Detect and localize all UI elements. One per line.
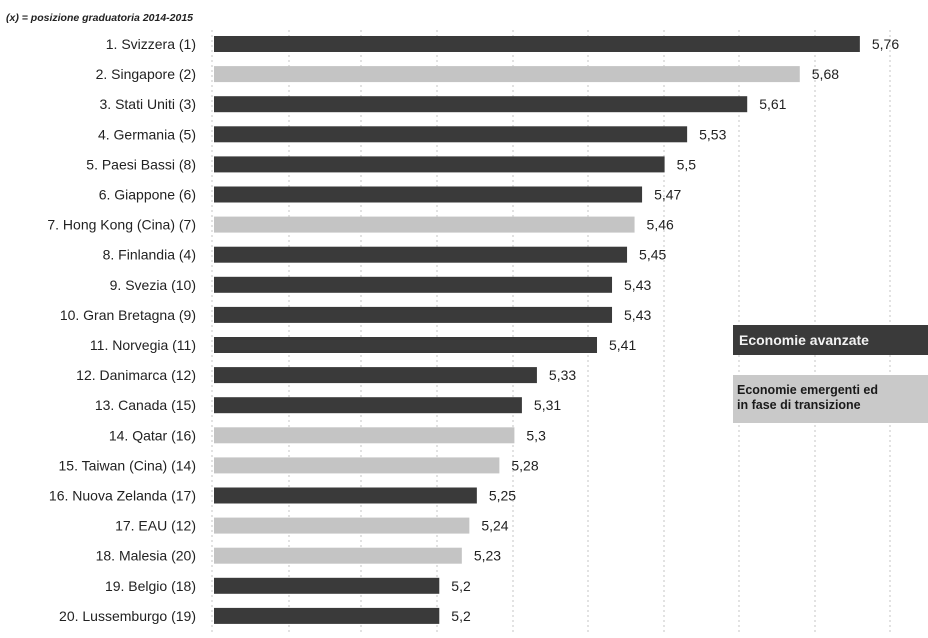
bar-advanced [214,397,522,413]
value-label: 5,45 [639,246,667,263]
value-label: 5,28 [511,457,539,474]
value-label: 5,33 [548,367,577,384]
value-label: 5,46 [646,216,674,233]
bar-emerging [214,217,635,233]
category-label: 13. Canada (15) [94,397,196,414]
bar-emerging [214,427,514,443]
value-label: 5,24 [481,517,509,534]
category-label: 9. Svezia (10) [109,276,196,293]
category-label: 3. Stati Uniti (3) [99,96,196,113]
legend-advanced-label: Economie avanzate [739,332,869,348]
legend-emerging-label-line2: in fase di transizione [737,398,861,412]
value-label: 5,25 [488,487,517,504]
bar-advanced [214,96,747,112]
value-label: 5,2 [451,607,471,624]
bar-emerging [214,66,800,82]
value-label: 5,2 [451,577,471,594]
category-label: 20. Lussemburgo (19) [59,607,196,624]
category-label: 16. Nuova Zelanda (17) [48,487,196,504]
bar-emerging [214,518,469,534]
category-label: 7. Hong Kong (Cina) (7) [47,216,196,233]
value-label: 5,5 [676,156,697,173]
bar-advanced [214,187,642,203]
value-label: 5,3 [526,427,546,444]
category-label: 10. Gran Bretagna (9) [59,306,196,323]
value-label: 5,47 [654,186,682,203]
value-label: 5,43 [624,306,652,323]
bar-emerging [214,548,462,564]
legend-emerging-label-line1: Economie emergenti ed [737,383,879,397]
category-label: 4. Germania (5) [97,126,196,143]
category-label: 18. Malesia (20) [95,547,196,564]
category-label: 12. Danimarca (12) [76,367,196,384]
category-label: 6. Giappone (6) [98,186,196,203]
bar-advanced [214,156,665,172]
value-label: 5,31 [533,397,562,414]
category-label: 11. Norvegia (11) [89,337,196,353]
value-label: 5,53 [699,126,727,143]
value-label: 5,41 [609,337,637,353]
bar-advanced [214,126,687,142]
value-label: 5,76 [871,36,900,52]
bar-advanced [214,307,612,323]
bar-advanced [214,608,439,624]
category-label: 2. Singapore (2) [95,66,196,83]
category-label: 19. Belgio (18) [104,577,196,594]
value-label: 5,23 [473,547,502,564]
chart-note: (x) = posizione graduatoria 2014-2015 [6,12,194,24]
bar-advanced [214,277,612,293]
legend-emerging [733,375,928,423]
category-label: 8. Finlandia (4) [102,246,196,263]
bar-advanced [214,488,477,504]
category-label: 17. EAU (12) [115,517,196,534]
bar-advanced [214,337,597,353]
bar-advanced [214,36,860,52]
value-label: 5,43 [624,276,652,293]
category-label: 15. Taiwan (Cina) (14) [58,457,196,474]
legend-advanced [733,325,928,355]
category-label: 5. Paesi Bassi (8) [86,156,196,173]
bar-advanced [214,247,627,263]
value-label: 5,61 [759,96,787,113]
value-label: 5,68 [811,66,840,83]
category-label: 1. Svizzera (1) [105,36,196,52]
bar-advanced [214,578,439,594]
bar-emerging [214,457,499,473]
category-label: 14. Qatar (16) [108,427,196,444]
bar-advanced [214,367,537,383]
